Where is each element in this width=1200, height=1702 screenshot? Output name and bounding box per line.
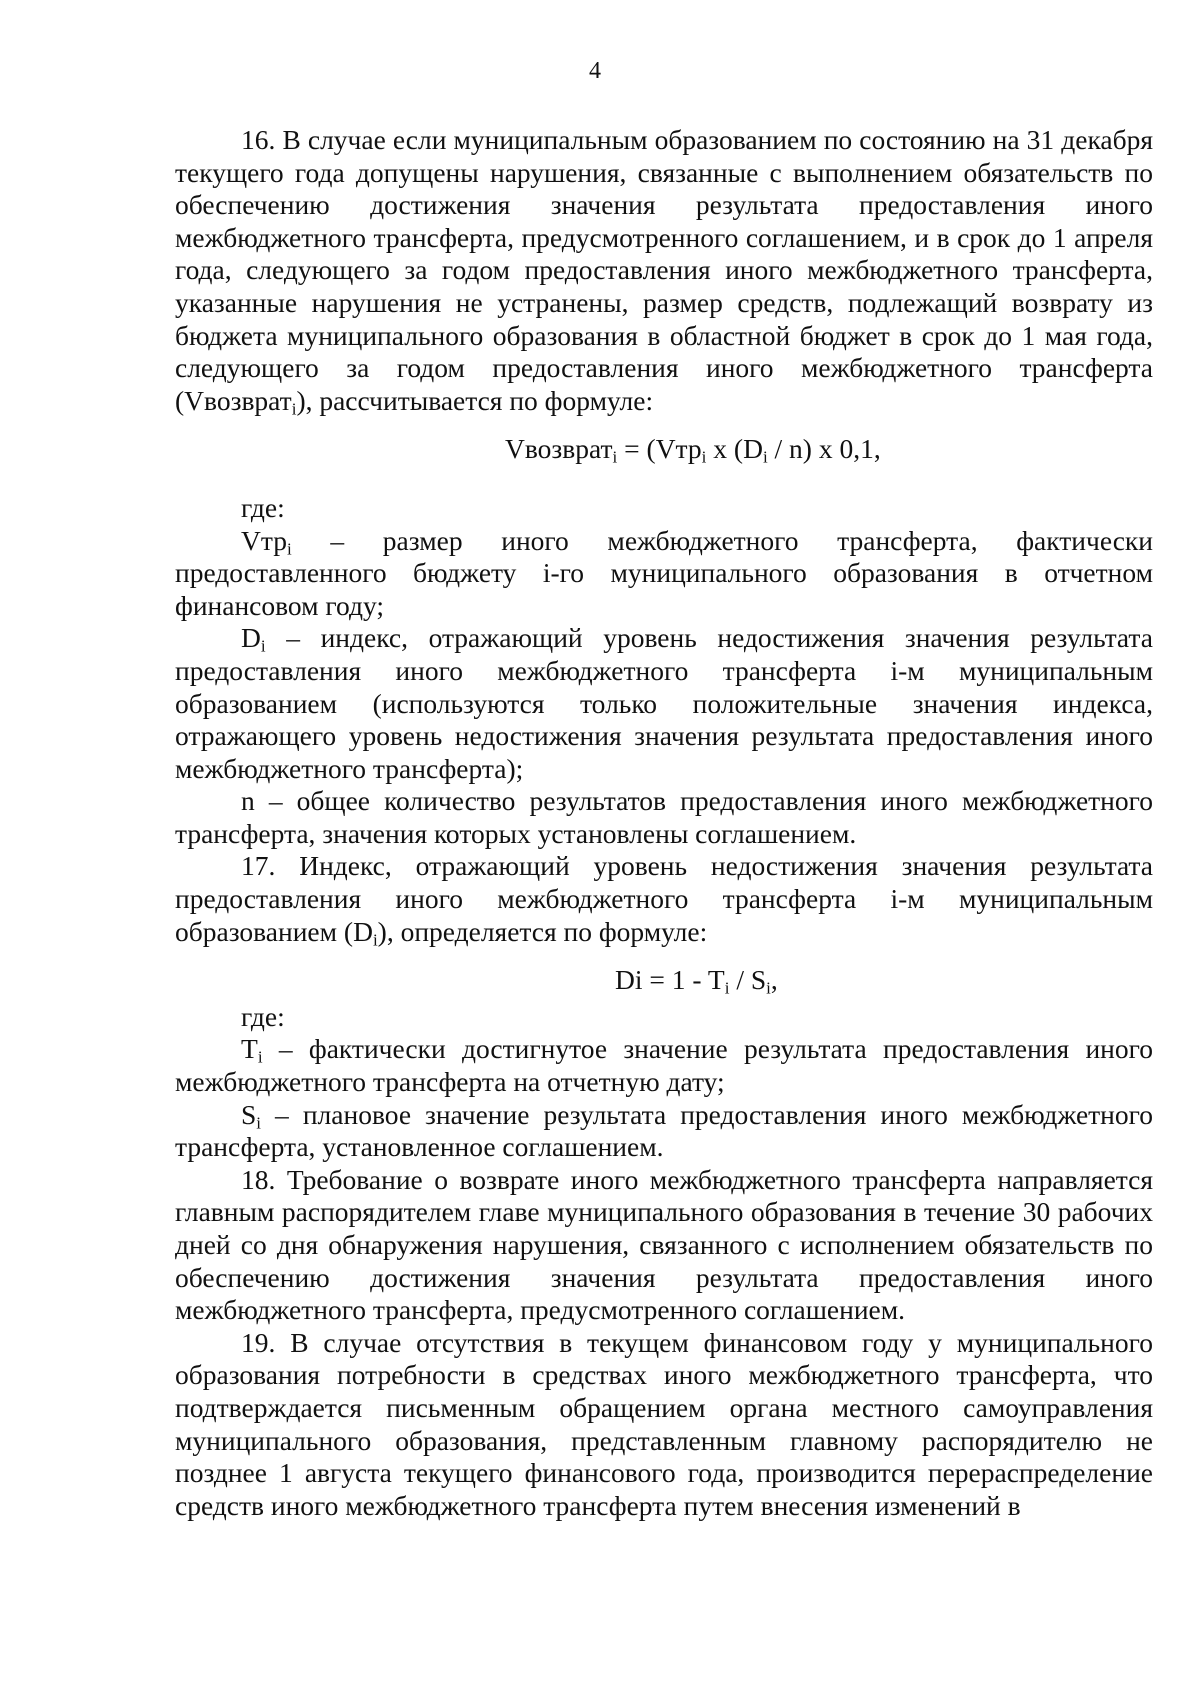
formula-2-div: / xyxy=(729,964,751,996)
subscript-i: i xyxy=(766,978,771,998)
paragraph-17-tail: ), определяется по формуле: xyxy=(377,915,708,947)
paragraph-19: 19. В случае отсутствия в текущем финансовом году у муниципального образования потребности в средствах иного межбюджетного трансферта, что подтверждается письменным обращением органа местного самоуправления муниципального образования, представленным главному распорядителю не позднее 1 августа текущего финансового года, производится перераспределение средств иного межбюджетного трансферта путем внесения изменений в xyxy=(175,1326,1153,1521)
subscript-i: i xyxy=(762,447,768,467)
definition-t-text: – фактически достигнутое значение результата предоставления иного межбюджетного трансферта на отчетную дату; xyxy=(175,1033,1153,1098)
page-number: 4 xyxy=(589,58,601,84)
document-body xyxy=(175,124,1153,1522)
formula-2-lhs: Di = 1 - xyxy=(615,964,708,996)
formula-d-index xyxy=(175,964,1153,997)
vreturn-symbol: Vвозврат xyxy=(184,384,292,416)
formula-2-t: T xyxy=(707,964,725,996)
paragraph-16 xyxy=(175,124,1153,417)
definition-s xyxy=(175,1099,1153,1164)
definition-s-text: – плановое значение результата предоставления иного межбюджетного трансферта, установленное соглашением. xyxy=(175,1098,1153,1163)
subscript-i: i xyxy=(260,636,266,656)
formula-1-vtr: Vтр xyxy=(655,433,702,465)
formula-vreturn xyxy=(175,433,1153,466)
definition-t xyxy=(175,1033,1153,1098)
definition-n: n – общее количество результатов предоставления иного межбюджетного трансферта, значения которых установлены соглашением. xyxy=(175,785,1153,849)
t-symbol: T xyxy=(241,1033,258,1065)
subscript-i: i xyxy=(257,1047,263,1067)
subscript-i: i xyxy=(724,978,730,998)
formula-1-eq: = ( xyxy=(617,433,656,465)
formula-2-s: S xyxy=(750,964,767,996)
subscript-i: i xyxy=(701,447,707,467)
paragraph-16-text: 16. В случае если муниципальным образованием по состоянию на 31 декабря текущего года допущены нарушения, связанные с выполнением обязательств по обеспечению достижения значения результата предоставления иного межбюджетного трансферта, предусмотренного соглашением, и в срок до 1 апреля года, следующего за годом предоставления иного межбюджетного трансферта, указанные нарушения не устранены, размер средств, подлежащий возврату из бюджета муниципального образования в областной бюджет в срок до 1 мая года, следующего за годом предоставления иного межбюджетного трансферта ( xyxy=(175,124,1153,416)
definition-d-text: – индекс, отражающий уровень недостижения значения результата предоставления иного межбюджетного трансферта i-м муниципальным образованием (используются только положительные значения индекса, отражающего уровень недостижения значения результата предоставления иного межбюджетного трансферта); xyxy=(175,622,1153,784)
formula-1-d: D xyxy=(743,433,763,465)
formula-1-div: / n) x 0,1, xyxy=(767,433,881,465)
vtr-symbol: Vтр xyxy=(241,524,287,556)
subscript-i: i xyxy=(372,929,378,949)
definition-vtr xyxy=(175,525,1153,623)
definition-vtr-text: – размер иного межбюджетного трансферта, фактически предоставленного бюджету i-го муниципального образования в отчетном финансовом году; xyxy=(175,524,1153,621)
s-symbol: S xyxy=(241,1098,257,1130)
subscript-i: i xyxy=(256,1112,262,1132)
paragraph-16-tail: ), рассчитывается по формуле: xyxy=(296,384,654,416)
paragraph-17 xyxy=(175,850,1153,948)
formula-2-end: , xyxy=(770,964,778,996)
where-label-2: где: xyxy=(241,1000,285,1032)
formula-1-x: x ( xyxy=(706,433,744,465)
paragraph-18: 18. Требование о возврате иного межбюджетного трансферта направляется главным распорядителем главе муниципального образования в течение 30 рабочих дней со дня обнаружения нарушения, связанного с исполнением обязательств по обеспечению достижения значения результата предоставления иного межбюджетного трансферта, предусмотренного соглашением. xyxy=(175,1163,1153,1326)
subscript-i: i xyxy=(286,538,292,558)
where-label: где: xyxy=(241,491,285,523)
d-symbol: D xyxy=(241,622,261,654)
subscript-i: i xyxy=(612,447,618,467)
formula-1-lhs: Vвозврат xyxy=(505,433,613,465)
subscript-i: i xyxy=(291,399,297,418)
definition-d xyxy=(175,622,1153,785)
paragraph-17-text: 17. Индекс, отражающий уровень недостижения значения результата предоставления иного межбюджетного трансферта i-м муниципальным образованием ( xyxy=(175,850,1153,947)
d-symbol: D xyxy=(353,915,373,947)
